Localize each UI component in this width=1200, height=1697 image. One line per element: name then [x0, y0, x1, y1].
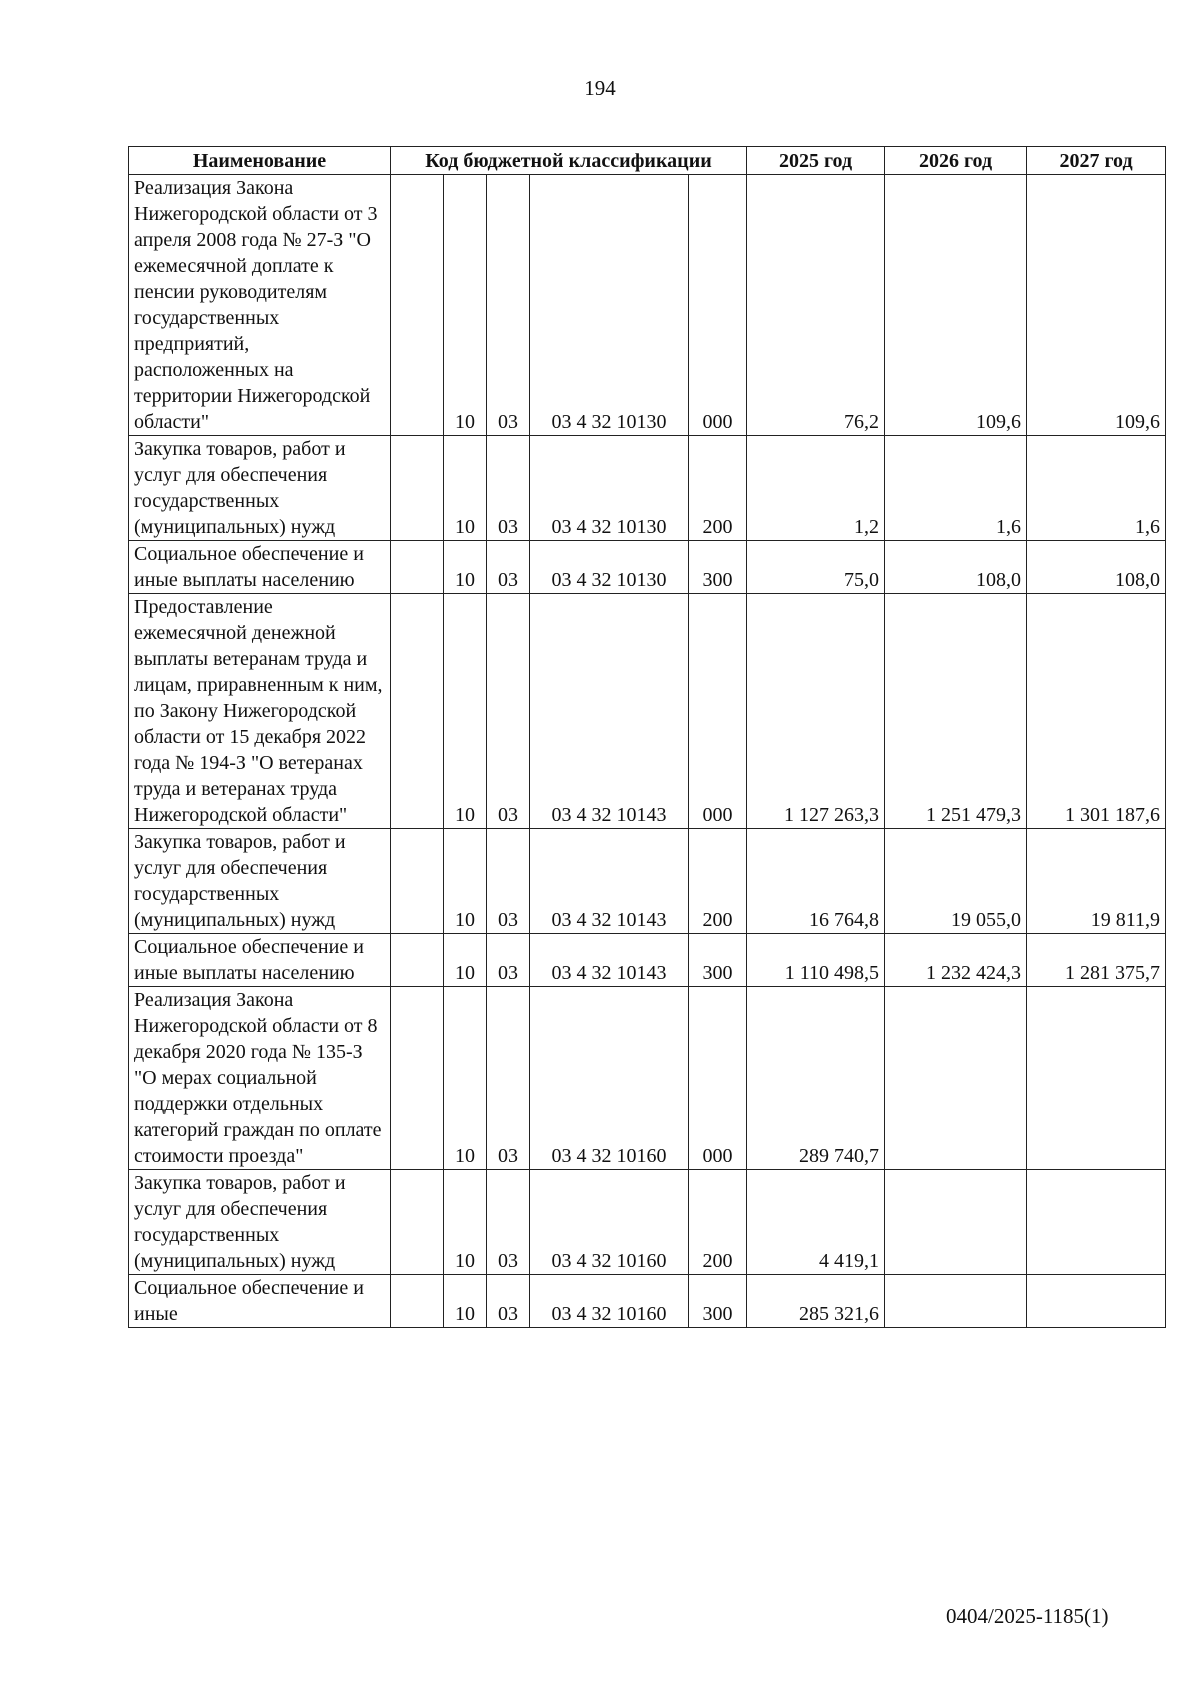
code-expense-type: 000 — [689, 175, 747, 436]
value-2026 — [885, 1275, 1027, 1328]
value-2026: 1 251 479,3 — [885, 594, 1027, 829]
code-section-blank — [391, 934, 444, 987]
value-2025: 75,0 — [747, 541, 885, 594]
code-expense-type: 000 — [689, 594, 747, 829]
table-row — [129, 934, 1166, 987]
code-subsection: 03 — [487, 436, 530, 541]
value-2025: 16 764,8 — [747, 829, 885, 934]
value-2027 — [1027, 987, 1166, 1170]
code-subsection: 03 — [487, 987, 530, 1170]
value-2027 — [1027, 1170, 1166, 1275]
code-section-blank — [391, 594, 444, 829]
code-section-blank — [391, 1275, 444, 1328]
value-2027: 19 811,9 — [1027, 829, 1166, 934]
value-2026 — [885, 987, 1027, 1170]
value-2027: 109,6 — [1027, 175, 1166, 436]
code-section-blank — [391, 829, 444, 934]
code-section: 10 — [444, 934, 487, 987]
code-subsection: 03 — [487, 541, 530, 594]
code-subsection: 03 — [487, 1275, 530, 1328]
table-row — [129, 436, 1166, 541]
budget-table — [128, 146, 1166, 1328]
row-name: Закупка товаров, работ и услуг для обеспечения государственных (муниципальных) нужд — [129, 1170, 391, 1275]
table-header-row — [129, 147, 1166, 175]
header-code: Код бюджетной классификации — [391, 147, 747, 175]
code-subsection: 03 — [487, 1170, 530, 1275]
value-2027: 108,0 — [1027, 541, 1166, 594]
code-section: 10 — [444, 829, 487, 934]
code-section-blank — [391, 1170, 444, 1275]
header-name: Наименование — [129, 147, 391, 175]
code-section: 10 — [444, 594, 487, 829]
header-2025: 2025 год — [747, 147, 885, 175]
table-row — [129, 987, 1166, 1170]
code-target-article: 03 4 32 10160 — [530, 987, 689, 1170]
code-section: 10 — [444, 1170, 487, 1275]
code-expense-type: 200 — [689, 436, 747, 541]
value-2025: 4 419,1 — [747, 1170, 885, 1275]
code-section: 10 — [444, 436, 487, 541]
value-2025: 1 110 498,5 — [747, 934, 885, 987]
value-2025: 76,2 — [747, 175, 885, 436]
code-section: 10 — [444, 987, 487, 1170]
code-target-article: 03 4 32 10130 — [530, 541, 689, 594]
value-2025: 285 321,6 — [747, 1275, 885, 1328]
code-expense-type: 200 — [689, 829, 747, 934]
value-2026: 19 055,0 — [885, 829, 1027, 934]
code-subsection: 03 — [487, 594, 530, 829]
code-section-blank — [391, 987, 444, 1170]
row-name: Реализация Закона Нижегородской области от 3 апреля 2008 года № 27-З "О ежемесячной доплате к пенсии руководителям государственных предприятий, расположенных на территории Нижегородской области" — [129, 175, 391, 436]
row-name: Закупка товаров, работ и услуг для обеспечения государственных (муниципальных) нужд — [129, 829, 391, 934]
header-2026: 2026 год — [885, 147, 1027, 175]
value-2026: 109,6 — [885, 175, 1027, 436]
code-section: 10 — [444, 1275, 487, 1328]
row-name: Реализация Закона Нижегородской области от 8 декабря 2020 года № 135-З "О мерах социальной поддержки отдельных категорий граждан по оплате стоимости проезда" — [129, 987, 391, 1170]
code-target-article: 03 4 32 10143 — [530, 829, 689, 934]
page-number: 194 — [584, 76, 616, 100]
value-2027: 1 281 375,7 — [1027, 934, 1166, 987]
row-name: Социальное обеспечение и иные выплаты населению — [129, 541, 391, 594]
code-target-article: 03 4 32 10130 — [530, 436, 689, 541]
code-target-article: 03 4 32 10143 — [530, 594, 689, 829]
header-2027: 2027 год — [1027, 147, 1166, 175]
row-name: Предоставление ежемесячной денежной выплаты ветеранам труда и лицам, приравненным к ним, по Закону Нижегородской области от 15 декабря 2022 года № 194-З "О ветеранах труда и ветеранах труда Нижегородской области" — [129, 594, 391, 829]
table-row — [129, 829, 1166, 934]
value-2027 — [1027, 1275, 1166, 1328]
code-section: 10 — [444, 541, 487, 594]
table-row — [129, 541, 1166, 594]
code-expense-type: 000 — [689, 987, 747, 1170]
code-target-article: 03 4 32 10160 — [530, 1275, 689, 1328]
value-2026: 1 232 424,3 — [885, 934, 1027, 987]
document-code: 0404/2025-1185(1) — [946, 1604, 1109, 1628]
code-target-article: 03 4 32 10130 — [530, 175, 689, 436]
code-section-blank — [391, 175, 444, 436]
code-section: 10 — [444, 175, 487, 436]
code-expense-type: 200 — [689, 1170, 747, 1275]
table-row — [129, 1275, 1166, 1328]
code-subsection: 03 — [487, 829, 530, 934]
value-2027: 1 301 187,6 — [1027, 594, 1166, 829]
code-section-blank — [391, 436, 444, 541]
row-name: Закупка товаров, работ и услуг для обеспечения государственных (муниципальных) нужд — [129, 436, 391, 541]
row-name: Социальное обеспечение и иные выплаты населению — [129, 934, 391, 987]
value-2026: 1,6 — [885, 436, 1027, 541]
table-row — [129, 1170, 1166, 1275]
code-section-blank — [391, 541, 444, 594]
row-name: Социальное обеспечение и иные — [129, 1275, 391, 1328]
code-target-article: 03 4 32 10160 — [530, 1170, 689, 1275]
table-row — [129, 594, 1166, 829]
code-subsection: 03 — [487, 934, 530, 987]
value-2025: 1,2 — [747, 436, 885, 541]
value-2025: 289 740,7 — [747, 987, 885, 1170]
code-subsection: 03 — [487, 175, 530, 436]
code-target-article: 03 4 32 10143 — [530, 934, 689, 987]
table-row — [129, 175, 1166, 436]
value-2026: 108,0 — [885, 541, 1027, 594]
code-expense-type: 300 — [689, 934, 747, 987]
code-expense-type: 300 — [689, 541, 747, 594]
value-2025: 1 127 263,3 — [747, 594, 885, 829]
value-2026 — [885, 1170, 1027, 1275]
code-expense-type: 300 — [689, 1275, 747, 1328]
value-2027: 1,6 — [1027, 436, 1166, 541]
table-body — [129, 175, 1166, 1328]
